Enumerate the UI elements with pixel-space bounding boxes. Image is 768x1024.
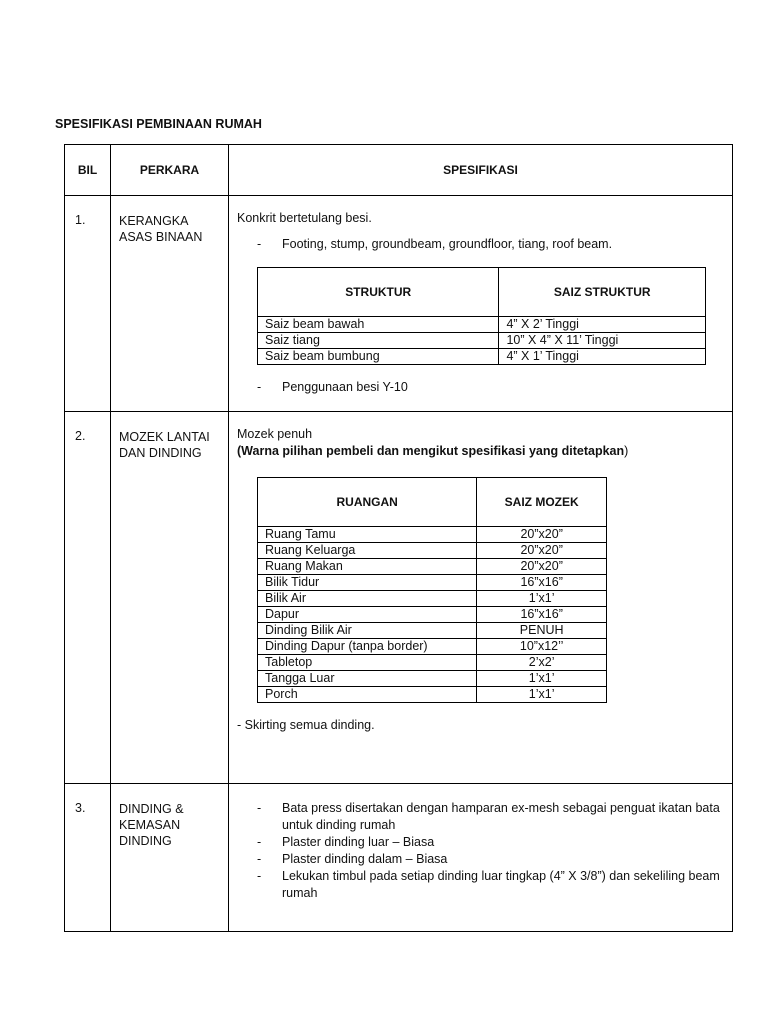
header-row [65,145,733,196]
dash-marker: - [257,852,262,866]
cell-room: Bilik Air [258,591,477,607]
row-item: DINDING & KEMASAN DINDING [111,784,229,932]
list-item-text: Penggunaan besi Y-10 [282,380,408,394]
list-item-text: Lekukan timbul pada setiap dinding luar tingkap (4” X 3/8”) dan sekeliling beam rumah [282,869,720,900]
dash-marker: - [257,237,262,251]
table-row [65,196,733,412]
cell-size: 20”x20” [477,543,607,559]
cell-room: Dinding Dapur (tanpa border) [258,639,477,655]
cell-size: 20”x20” [477,559,607,575]
cell-size: 20”x20” [477,527,607,543]
dash-marker: - [257,380,262,394]
cell-room: Dinding Bilik Air [258,623,477,639]
cell-size: 1’x1’ [477,591,607,607]
cell-size: 4” X 2’ Tinggi [499,317,706,333]
table-row [258,639,607,655]
cell-room: Porch [258,687,477,703]
cell-room: Dapur [258,607,477,623]
cell-size: PENUH [477,623,607,639]
header-bil: BIL [65,145,111,196]
cell-room: Bilik Tidur [258,575,477,591]
cell-room: Ruang Tamu [258,527,477,543]
table-row [65,784,733,932]
dash-marker: - [257,801,262,815]
row-number: 1. [65,196,111,412]
specification-table [64,144,733,932]
list-item-text: Bata press disertakan dengan hamparan ex-mesh sebagai penguat ikatan bata untuk dinding rumah [282,801,720,832]
table-row [258,655,607,671]
cell-structure: Saiz tiang [258,333,499,349]
table-row [65,412,733,784]
table-row [258,575,607,591]
cell-size: 10” X 4” X 11’ Tinggi [499,333,706,349]
list-item [237,379,720,396]
dash-marker: - [257,835,262,849]
dash-marker: - [257,869,262,883]
structure-table-header [258,268,706,317]
row-number: 3. [65,784,111,932]
list-item-text: Plaster dinding luar – Biasa [282,835,435,849]
list-item-text: Plaster dinding dalam – Biasa [282,852,448,866]
mosaic-table-header [258,478,607,527]
col-header: SAIZ STRUKTUR [499,268,706,317]
list-item [237,851,720,868]
table-row [258,671,607,687]
cell-room: Ruang Makan [258,559,477,575]
cell-size: 16”x16” [477,575,607,591]
table-row [258,543,607,559]
spec-intro: Konkrit bertetulang besi. [237,211,372,225]
col-header: SAIZ MOZEK [477,478,607,527]
spec-note-end: ) [624,444,629,458]
spec-note [237,443,720,460]
col-header: STRUKTUR [258,268,499,317]
row-item: KERANGKA ASAS BINAAN [111,196,229,412]
table-row [258,559,607,575]
cell-size: 10”x12’’ [477,639,607,655]
cell-room: Ruang Keluarga [258,543,477,559]
document-title: SPESIFIKASI PEMBINAAN RUMAH [55,117,262,131]
spec-note-bold: (Warna pilihan pembeli dan mengikut spesifikasi yang ditetapkan [237,444,625,458]
cell-size: 1’x1’ [477,687,607,703]
mosaic-table [257,477,607,703]
structure-table [257,267,706,365]
row-specification [229,412,733,784]
cell-structure: Saiz beam bawah [258,317,499,333]
table-row [258,349,706,365]
cell-size: 2’x2’ [477,655,607,671]
cell-room: Tangga Luar [258,671,477,687]
row-item: MOZEK LANTAI DAN DINDING [111,412,229,784]
table-row [258,317,706,333]
list-item [237,834,720,851]
col-header: RUANGAN [258,478,477,527]
list-item [237,868,720,902]
cell-size: 16”x16” [477,607,607,623]
cell-size: 1’x1’ [477,671,607,687]
list-item [237,800,720,834]
row-specification [229,784,733,932]
table-row [258,527,607,543]
header-perkara: PERKARA [111,145,229,196]
table-row [258,333,706,349]
row-number: 2. [65,412,111,784]
table-row [258,687,607,703]
cell-room: Tabletop [258,655,477,671]
row-specification [229,196,733,412]
table-row [258,623,607,639]
table-row [258,591,607,607]
list-item-text: Footing, stump, groundbeam, groundfloor, tiang, roof beam. [282,237,613,251]
list-item [237,236,720,253]
skirting-note: - Skirting semua dinding. [237,718,375,732]
cell-size: 4” X 1’ Tinggi [499,349,706,365]
table-row [258,607,607,623]
cell-structure: Saiz beam bumbung [258,349,499,365]
header-spesifikasi: SPESIFIKASI [229,145,733,196]
spec-intro: Mozek penuh [237,427,313,441]
